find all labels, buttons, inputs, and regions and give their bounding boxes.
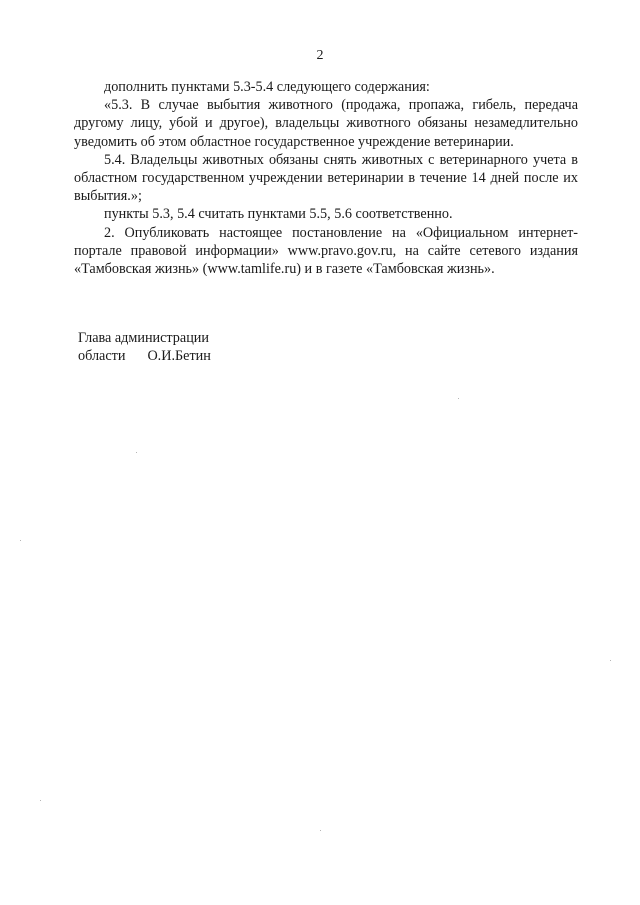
signature-block bbox=[78, 329, 211, 365]
signature-line bbox=[78, 347, 211, 365]
paragraph-5-4: 5.4. Владельцы животных обязаны снять животных с ветеринарного учета в областном государственном учреждении ветеринарии в течение 14 дней после их выбытия.»; bbox=[74, 151, 578, 205]
paragraph-renumber: пункты 5.3, 5.4 считать пунктами 5.5, 5.6 соответственно. bbox=[104, 206, 453, 223]
signature-region: области bbox=[78, 348, 126, 364]
scan-speck bbox=[20, 540, 21, 541]
paragraph-publish: 2. Опубликовать настоящее постановление на «Официальном интернет-портале правовой информации» www.pravo.gov.ru, на сайте сетевого издания «Тамбовская жизнь» (www.tamlife.ru) и в газете «Тамбовская жизнь». bbox=[74, 224, 578, 278]
signature-title: Глава администрации bbox=[78, 330, 209, 346]
scan-speck bbox=[458, 398, 459, 399]
signature-name: О.И.Бетин bbox=[147, 348, 211, 364]
scan-speck bbox=[610, 660, 611, 661]
document-body bbox=[74, 78, 578, 278]
scan-speck bbox=[136, 452, 137, 453]
page-number: 2 bbox=[316, 48, 324, 63]
scan-speck bbox=[320, 830, 321, 831]
paragraph-5-3: «5.3. В случае выбытия животного (продажа, пропажа, гибель, передача другому лицу, убой и другое), владельцы животного обязаны незамедлительно уведомить об этом областное государственное учреждение ветеринарии. bbox=[74, 97, 578, 150]
scan-speck bbox=[40, 800, 41, 801]
paragraph-intro: дополнить пунктами 5.3-5.4 следующего содержания: bbox=[104, 79, 430, 95]
